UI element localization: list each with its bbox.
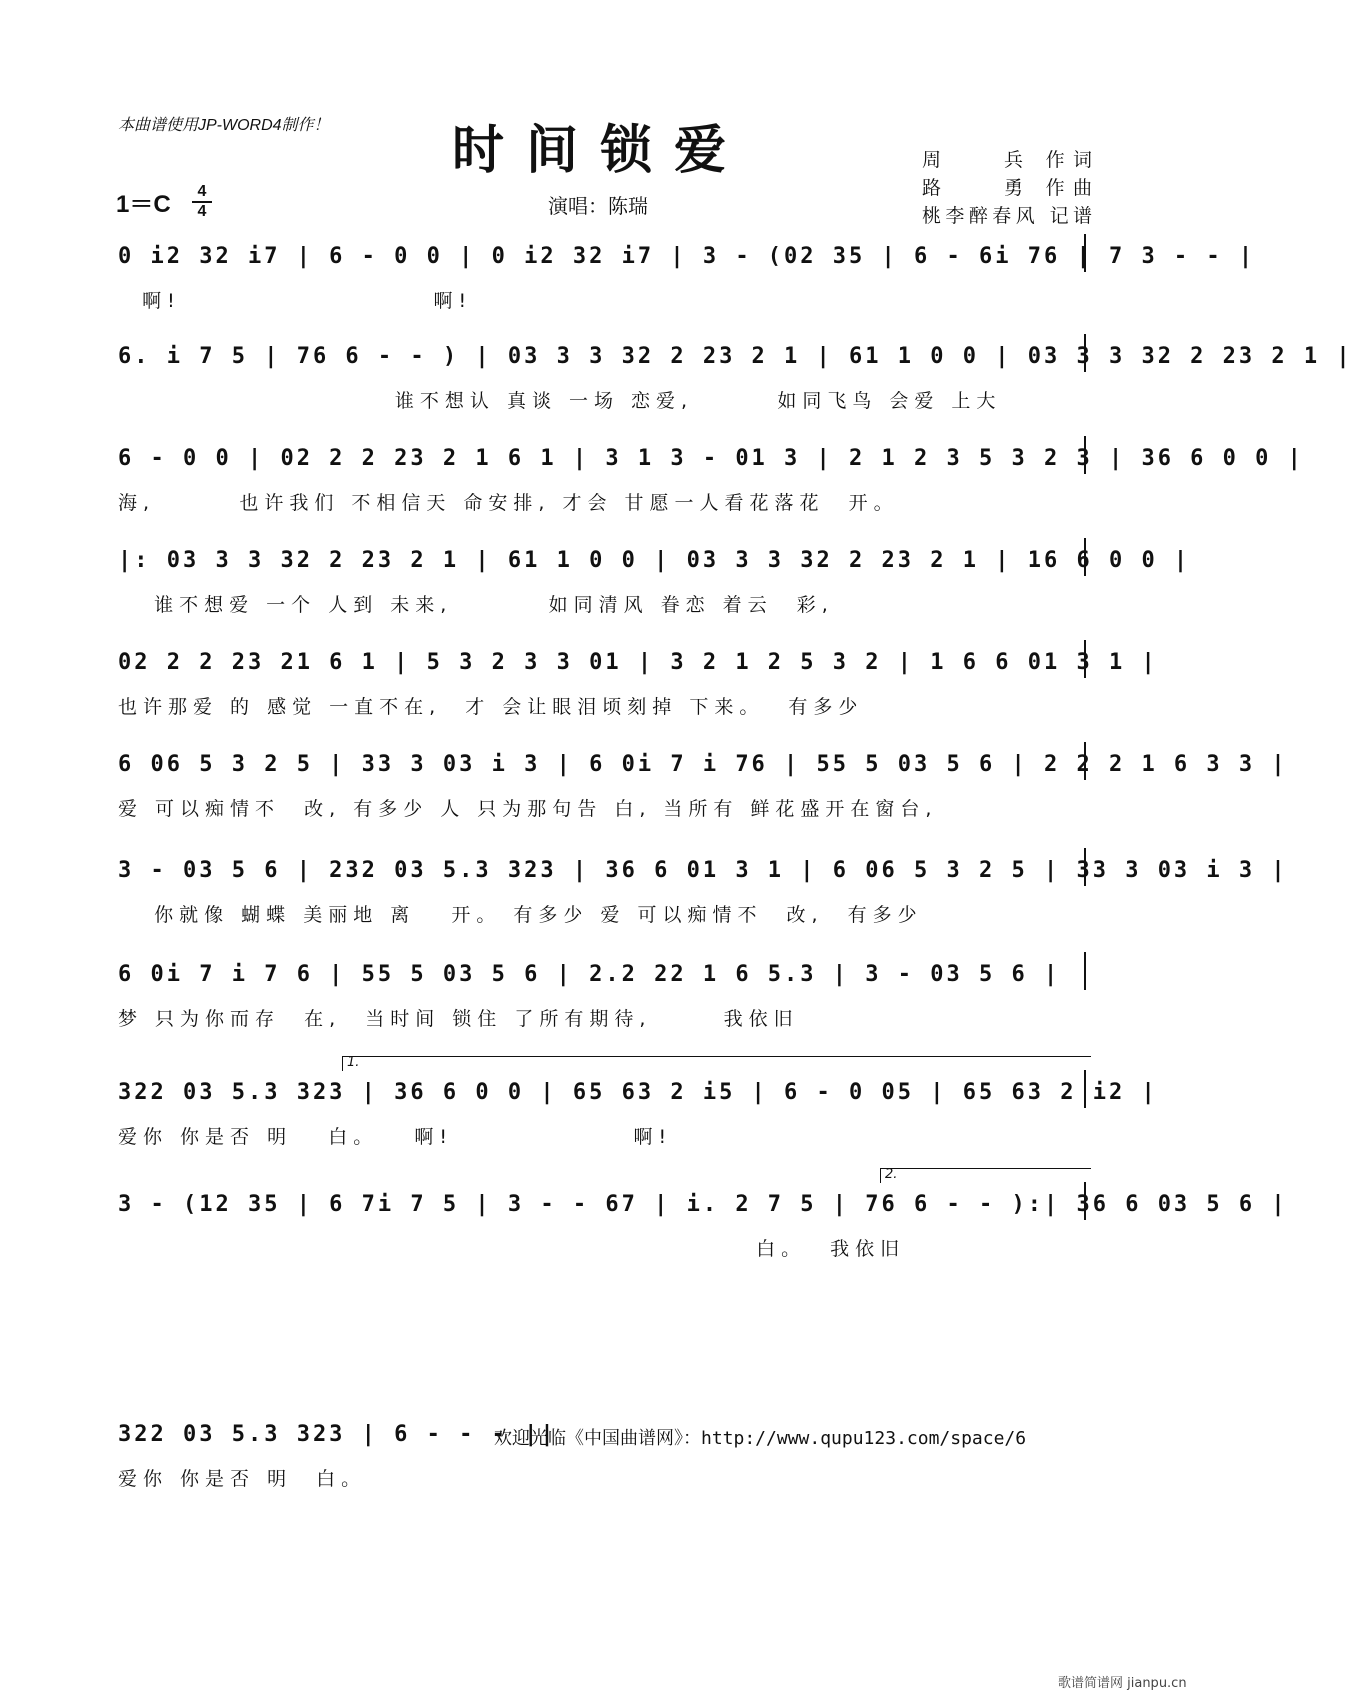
watermark: 歌谱简谱网 jianpu.cn: [1058, 1676, 1187, 1691]
key-signature: 1＝C: [116, 191, 171, 218]
lyrics: 也许那爱 的 感觉 一直不在, 才 会让眼泪顷刻掉 下来。 有多少: [118, 696, 864, 718]
volta-second: [880, 1168, 1091, 1183]
lyrics: 爱你 你是否 明 白。 啊! 啊!: [118, 1126, 673, 1148]
lyrics: 白。 我依旧: [118, 1238, 906, 1260]
notes: 6. i 7 5 | 76 6 - - ) | 03 3 3 32 2 23 2 1 | 61 1 0 0 | 03 3 3 32 2 23 2 1 |: [118, 344, 1353, 369]
lyrics: 啊! 啊!: [118, 290, 473, 312]
lyrics: 爱 可以痴情不 改, 有多少 人 只为那句告 白, 当所有 鲜花盛开在窗台,: [118, 798, 938, 820]
meter-bottom: 4: [197, 203, 207, 220]
composer: 路 勇 作曲: [922, 177, 1092, 199]
singer: 演唱：陈瑞: [548, 194, 648, 218]
lyrics: 谁不想认 真谈 一场 恋爱, 如同飞鸟 会爱 上大: [118, 390, 1002, 412]
notes: |: 03 3 3 32 2 23 2 1 | 61 1 0 0 | 03 3 3 32 2 23 2 1 | 16 6 0 0 |: [118, 548, 1191, 573]
footer-link-text: 欢迎光临《中国曲谱网》：http://www.qupu123.com/space/6: [494, 1428, 1027, 1449]
credit-top: 本曲谱使用JP-WORD4制作！: [118, 117, 330, 134]
notes: 322 03 5.3 323 | 36 6 0 0 | 65 63 2 i5 | 6 - 0 05 | 65 63 2 i2 |: [118, 1080, 1158, 1105]
lyrics: 海, 也许我们 不相信天 命安排, 才会 甘愿一人看花落花 开。: [118, 492, 899, 514]
notes: 6 - 0 0 | 02 2 2 23 2 1 6 1 | 3 1 3 - 01 3 | 2 1 2 3 5 3 2 3 | 36 6 0 0 |: [118, 446, 1304, 471]
lyrics: 梦 只为你而存 在, 当时间 锁住 了所有期待, 我依旧: [118, 1008, 799, 1030]
lyrics: 你就像 蝴蝶 美丽地 离 开。 有多少 爱 可以痴情不 改, 有多少: [118, 904, 923, 926]
notes: 6 06 5 3 2 5 | 33 3 03 i 3 | 6 0i 7 i 76 | 55 5 03 5 6 | 2 2 2 1 6 3 3 |: [118, 752, 1288, 777]
lyricist: 周 兵 作词: [922, 149, 1092, 171]
volta-first-label: 1.: [347, 1055, 360, 1070]
notes: 3 - 03 5 6 | 232 03 5.3 323 | 36 6 01 3 1 | 6 06 5 3 2 5 | 33 3 03 i 3 |: [118, 858, 1288, 883]
volta-first: [342, 1056, 1091, 1071]
notes: 322 03 5.3 323 | 6 - - - ||: [118, 1422, 557, 1447]
song-title: 时间锁爱: [451, 120, 748, 181]
transcriber: 桃李醉春风 记谱: [922, 205, 1092, 227]
lyrics: 爱你 你是否 明 白。: [118, 1468, 367, 1490]
notes: 02 2 2 23 21 6 1 | 5 3 2 3 3 01 | 3 2 1 2 5 3 2 | 1 6 6 01 3 1 |: [118, 650, 1158, 675]
notes: 6 0i 7 i 7 6 | 55 5 03 5 6 | 2.2 22 1 6 5.3 | 3 - 03 5 6 |: [118, 962, 1061, 987]
credits: [922, 146, 1092, 230]
notes: 3 - (12 35 | 6 7i 7 5 | 3 - - 67 | i. 2 7 5 | 76 6 - - ):| 36 6 03 5 6 |: [118, 1192, 1288, 1217]
notes: 0 i2 32 i7 | 6 - 0 0 | 0 i2 32 i7 | 3 - (02 35 | 6 - 6i 76 | 7 3 - - |: [118, 244, 1256, 269]
time-signature: [190, 184, 214, 220]
volta-second-label: 2.: [885, 1167, 898, 1182]
meter-top: 4: [197, 183, 207, 200]
lyrics: 谁不想爱 一个 人到 未来, 如同清风 眷恋 着云 彩,: [118, 594, 834, 616]
